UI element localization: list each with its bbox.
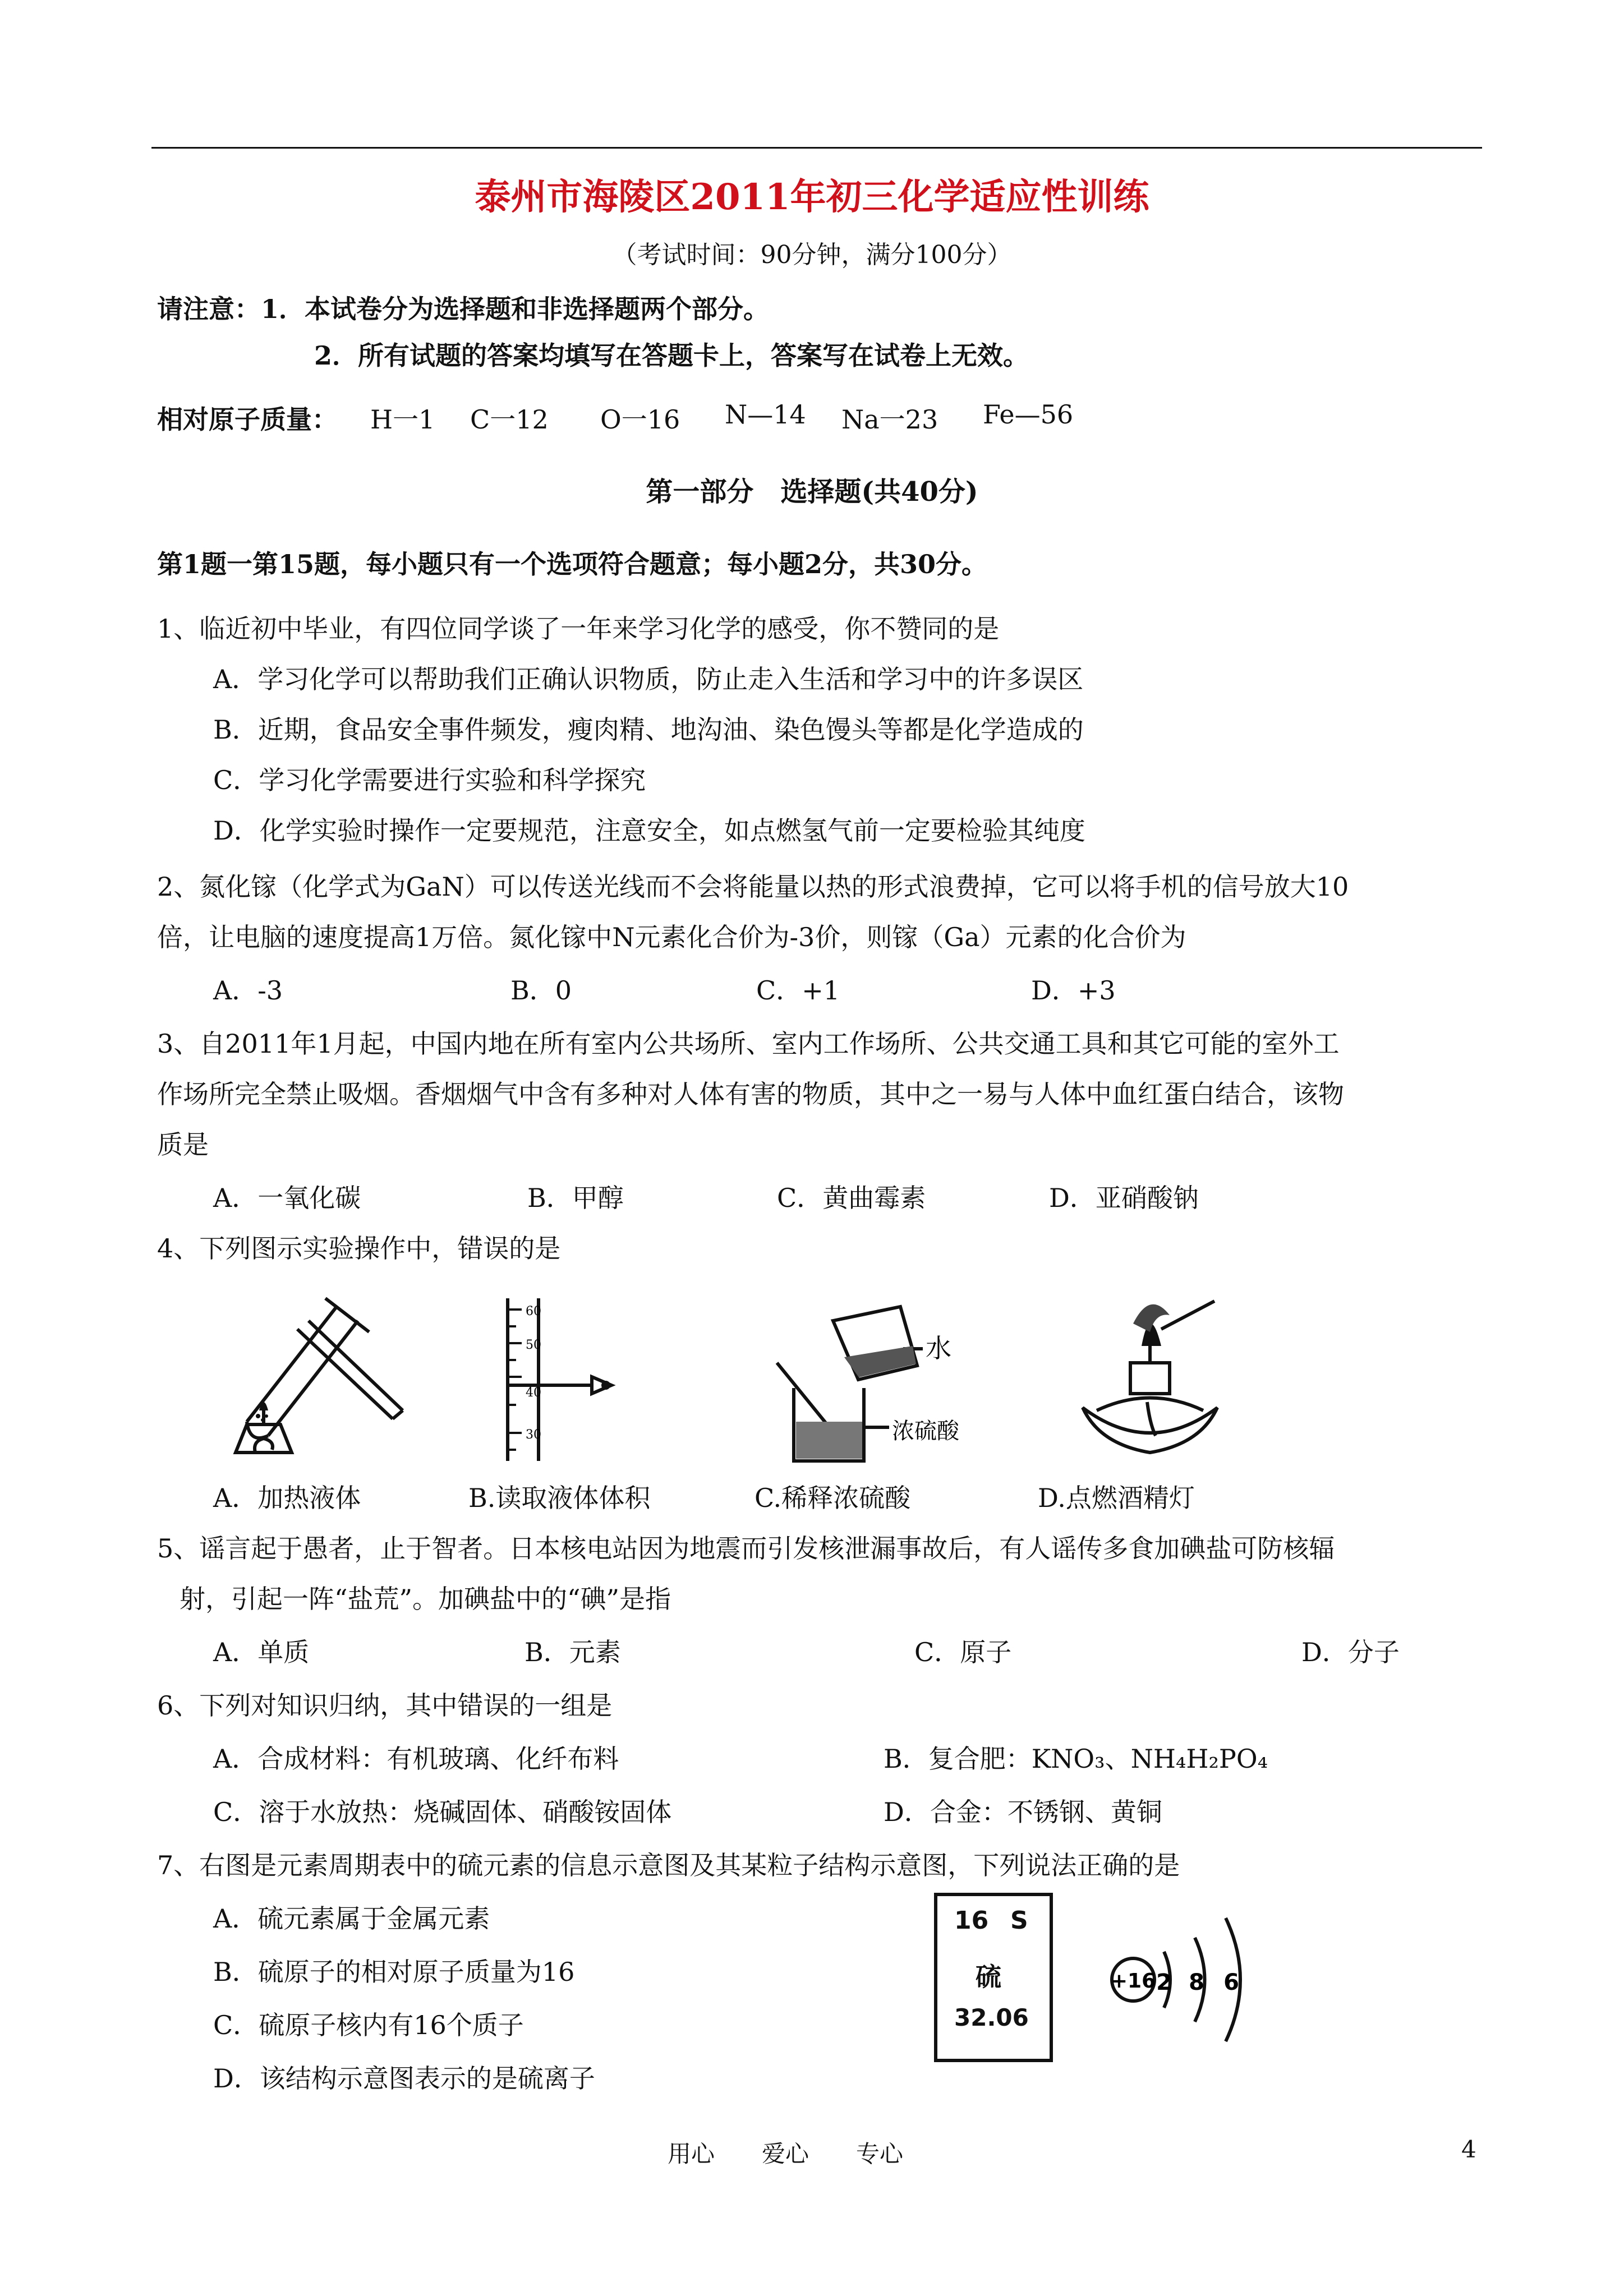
- question-1-option-c: C．学习化学需要进行实验和科学探究: [213, 765, 646, 795]
- question-2-option-a: A．-3: [213, 975, 283, 1006]
- question-2-stem-line-1: 2、氮化镓（化学式为GaN）可以传送光线而不会将能量以热的形式浪费掉，它可以将手机的信号放大10: [157, 872, 1349, 902]
- question-6-option-d: D．合金：不锈钢、黄铜: [884, 1797, 1162, 1827]
- question-2-option-d: D．+3: [1031, 975, 1116, 1006]
- question-3-stem-line-2: 作场所完全禁止吸烟。香烟烟气中含有多种对人体有害的物质，其中之一易与人体中血红蛋白结合，该物: [157, 1079, 1344, 1109]
- question-6-stem: 6、下列对知识归纳，其中错误的一组是: [157, 1690, 613, 1721]
- question-5-option-a: A．单质: [213, 1637, 310, 1667]
- atomic-mass-na: Na一23: [841, 404, 938, 435]
- question-1-stem: 1、临近初中毕业，有四位同学谈了一年来学习化学的感受，你不赞同的是: [157, 614, 1000, 644]
- shell-2-electrons: 8: [1189, 1970, 1204, 1995]
- figure-heating-liquid: [224, 1290, 410, 1475]
- footer-motto: 用心 爱心 专心: [668, 2140, 904, 2168]
- shell-1-electrons: 2: [1156, 1970, 1172, 1995]
- ion-structure-diagram: [1108, 1907, 1271, 2053]
- page-title: 泰州市海陵区2011年初三化学适应性训练: [475, 176, 1149, 218]
- notice-item-2: 2．所有试题的答案均填写在答题卡上，答案写在试卷上无效。: [314, 340, 1029, 371]
- atomic-mass-h: H一1: [370, 404, 435, 435]
- question-2-stem-line-2: 倍，让电脑的速度提高1万倍。氮化镓中N元素化合价为-3价，则镓（Ga）元素的化合价为: [157, 922, 1186, 952]
- question-4-stem: 4、下列图示实验操作中，错误的是: [157, 1233, 561, 1264]
- figure-lighting-lamp: [1066, 1290, 1234, 1469]
- question-3-option-b: B．甲醇: [527, 1183, 624, 1213]
- scale-label-40: 40: [526, 1386, 541, 1400]
- atomic-mass-fe: Fe—56: [983, 399, 1074, 430]
- question-3-option-c: C．黄曲霉素: [777, 1183, 926, 1213]
- atomic-mass-label: 相对原子质量：: [157, 404, 338, 435]
- question-3-stem-line-3: 质是: [157, 1129, 209, 1160]
- question-4-option-a: A．加热液体: [213, 1483, 361, 1513]
- label-conc-acid: 浓硫酸: [892, 1418, 959, 1444]
- element-card-sulfur: [934, 1893, 1053, 2062]
- question-3-option-a: A．一氧化碳: [213, 1183, 361, 1213]
- question-7-option-d: D．该结构示意图表示的是硫离子: [213, 2063, 595, 2094]
- question-5-option-d: D．分子: [1301, 1637, 1400, 1667]
- notice-label: 请注意：: [157, 294, 260, 324]
- element-name: 硫: [976, 1962, 1001, 1992]
- header-rule: [151, 147, 1482, 149]
- figure-diluting-acid: [766, 1301, 1001, 1469]
- scale-label-60: 60: [526, 1304, 541, 1318]
- atomic-mass-o: O一16: [600, 404, 680, 435]
- question-1-option-d: D．化学实验时操作一定要规范，注意安全，如点燃氢气前一定要检验其纯度: [213, 815, 1085, 846]
- label-water: 水: [926, 1333, 951, 1363]
- question-5-option-c: C．原子: [914, 1637, 1012, 1667]
- figure-reading-volume: [496, 1293, 642, 1467]
- question-3-option-d: D．亚硝酸钠: [1049, 1183, 1199, 1213]
- section-title: 第一部分 选择题(共40分): [646, 476, 978, 508]
- page-number: 4: [1461, 2136, 1476, 2163]
- question-5-stem-line-2: 射，引起一阵“盐荒”。加碘盐中的“碘”是指: [180, 1584, 671, 1614]
- question-3-stem-line-1: 3、自2011年1月起，中国内地在所有室内公共场所、室内工作场所、公共交通工具和其它可能的室外工: [157, 1029, 1340, 1059]
- question-7-option-b: B．硫原子的相对原子质量为16: [213, 1957, 575, 1987]
- question-1-option-b: B．近期，食品安全事件频发，瘦肉精、地沟油、染色馒头等都是化学造成的: [213, 714, 1084, 745]
- question-2-option-b: B．0: [510, 975, 572, 1006]
- question-7-option-c: C．硫原子核内有16个质子: [213, 2010, 524, 2040]
- shell-3-electrons: 6: [1223, 1970, 1239, 1995]
- question-6-option-b: B．复合肥：KNO₃、NH₄H₂PO₄: [884, 1744, 1268, 1774]
- notice-item-1: 1．本试卷分为选择题和非选择题两个部分。: [261, 294, 770, 324]
- atomic-number: 16: [954, 1906, 989, 1935]
- question-5-option-b: B．元素: [525, 1637, 621, 1667]
- scale-label-50: 50: [526, 1338, 541, 1352]
- atomic-mass: 32.06: [954, 2004, 1029, 2031]
- question-4-option-b: B.读取液体体积: [468, 1483, 651, 1513]
- element-symbol: S: [1010, 1906, 1028, 1935]
- section-instruction: 第1题一第15题，每小题只有一个选项符合题意；每小题2分，共30分。: [157, 549, 988, 579]
- question-2-option-c: C．+1: [756, 975, 840, 1006]
- atomic-mass-c: C一12: [470, 404, 549, 435]
- exam-info: （考试时间：90分钟，满分100分）: [612, 241, 1012, 269]
- question-5-stem-line-1: 5、谣言起于愚者，止于智者。日本核电站因为地震而引发核泄漏事故后，有人谣传多食加碘盐可防核辐: [157, 1533, 1335, 1564]
- question-6-option-c: C．溶于水放热：烧碱固体、硝酸铵固体: [213, 1797, 672, 1827]
- question-4-option-d: D.点燃酒精灯: [1038, 1483, 1195, 1513]
- question-1-option-a: A．学习化学可以帮助我们正确认识物质，防止走入生活和学习中的许多误区: [213, 664, 1084, 694]
- question-4-option-c: C.稀释浓硫酸: [755, 1483, 911, 1513]
- question-7-stem: 7、右图是元素周期表中的硫元素的信息示意图及其某粒子结构示意图，下列说法正确的是: [157, 1850, 1180, 1880]
- scale-label-30: 30: [526, 1428, 541, 1442]
- question-6-option-a: A．合成材料：有机玻璃、化纤布料: [213, 1744, 619, 1774]
- nucleus-charge: +16: [1110, 1970, 1156, 1993]
- question-7-option-a: A．硫元素属于金属元素: [213, 1903, 490, 1934]
- atomic-mass-n: N—14: [725, 399, 806, 430]
